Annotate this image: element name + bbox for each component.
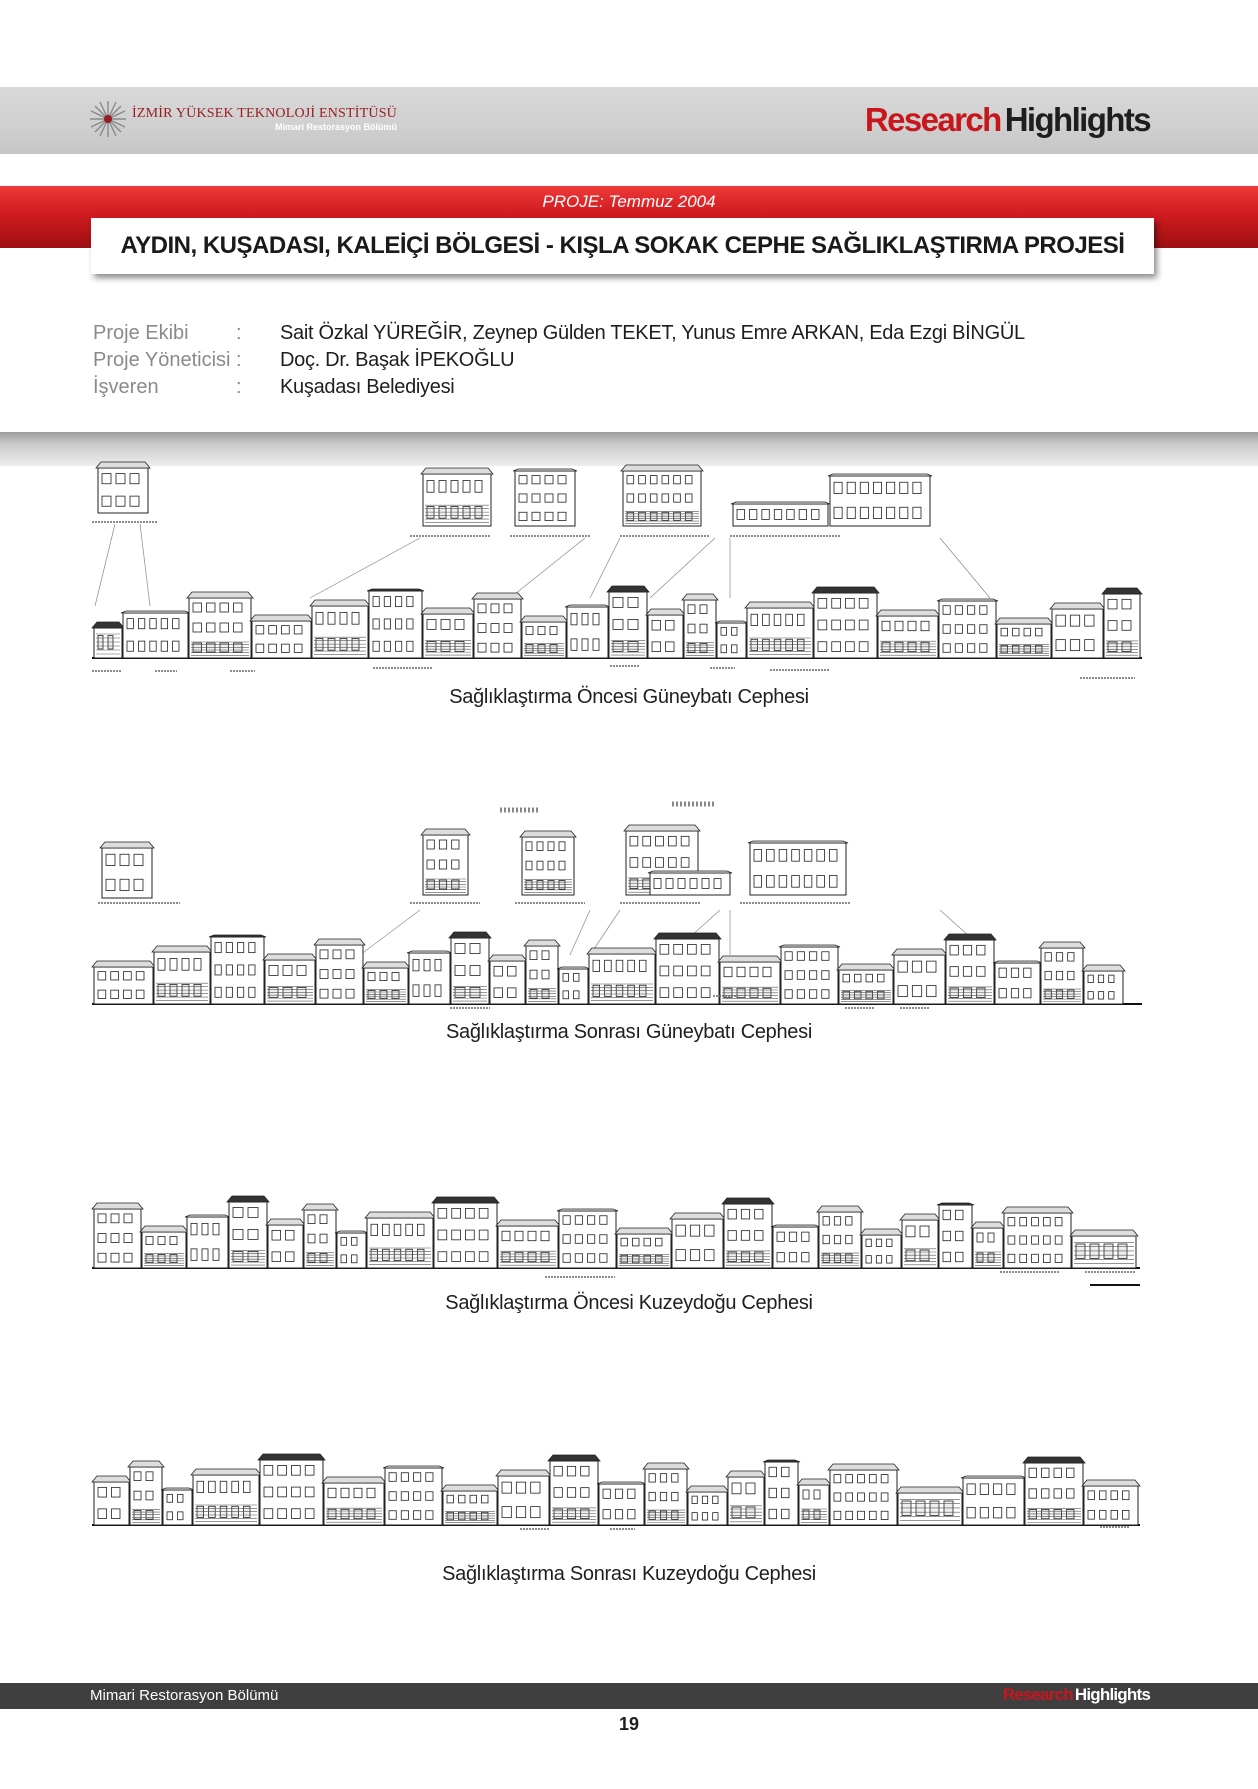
building-elevation: [432, 1197, 499, 1268]
institute-logo: [88, 99, 397, 139]
project-info: [93, 320, 1025, 401]
building-elevation: [496, 1470, 551, 1525]
building-elevation: [745, 602, 815, 658]
institute-name: İZMİR YÜKSEK TEKNOLOJİ ENSTİTÜSÜ: [132, 105, 397, 121]
building-elevation: [892, 949, 947, 1004]
building-elevation: [92, 1476, 131, 1525]
building-elevation: [520, 616, 568, 658]
leader-line: [140, 524, 150, 606]
info-value: Kuşadası Belediyesi: [280, 376, 455, 398]
building-elevation: [92, 961, 155, 1004]
building-elevation: [587, 948, 657, 1004]
building-elevation: [797, 1479, 831, 1525]
building-elevation: [597, 1482, 646, 1525]
building-elevation: [621, 465, 703, 526]
building-elevation: [1082, 965, 1125, 1004]
building-elevation: [937, 599, 998, 658]
footer-brand-research: Research: [1002, 1685, 1073, 1704]
info-value: Sait Özkal YÜREĞİR, Zeynep Gülden TEKET, Yunus Emre ARKAN, Eda Ezgi BİNGÜL: [280, 322, 1025, 344]
elevation-drawing-after-northeast: [90, 1445, 1152, 1535]
building-elevation: [731, 502, 830, 526]
leader-line: [570, 910, 590, 955]
leader-line: [650, 538, 715, 598]
building-elevation: [310, 600, 370, 658]
building-elevation: [944, 934, 996, 1004]
building-elevation: [513, 469, 577, 526]
building-elevation: [191, 1469, 261, 1525]
institute-star-icon: [88, 99, 128, 139]
research-highlights-title: [865, 101, 1150, 139]
building-elevation: [643, 1463, 689, 1525]
building-elevation: [335, 1231, 368, 1268]
building-elevation: [646, 609, 685, 658]
brand-research: Research: [864, 101, 1001, 138]
building-elevation: [185, 1215, 230, 1268]
building-elevation: [100, 842, 154, 898]
building-elevation: [615, 1228, 673, 1268]
building-elevation: [266, 1219, 305, 1268]
building-elevation: [828, 1464, 899, 1525]
project-date: PROJE: Temmuz 2004: [542, 192, 716, 211]
building-elevation: [548, 1455, 600, 1525]
figure-caption: Sağlıklaştırma Öncesi Kuzeydoğu Cephesi: [445, 1292, 813, 1314]
building-elevation: [860, 1229, 903, 1268]
building-elevation: [314, 939, 365, 1004]
building-elevation: [748, 841, 848, 895]
building-elevation: [161, 1488, 194, 1525]
building-elevation: [771, 1225, 820, 1268]
building-elevation: [937, 1203, 974, 1268]
building-elevation: [557, 967, 590, 1004]
info-row-manager: [93, 347, 1025, 374]
building-elevation: [876, 610, 940, 658]
info-value: Doç. Dr. Başak İPEKOĞLU: [280, 349, 515, 371]
building-elevation: [971, 1222, 1005, 1268]
leader-line: [940, 538, 990, 598]
project-title: AYDIN, KUŞADASI, KALEİÇİ BÖLGESİ - KIŞLA SOKAK CEPHE SAĞLIKLAŞTIRMA PROJESİ: [120, 232, 1125, 259]
info-row-employer: [93, 374, 1025, 401]
figure-caption: Sağlıklaştırma Öncesi Güneybatı Cephesi: [449, 686, 809, 708]
building-elevation: [421, 468, 493, 526]
info-label: Proje Yöneticisi: [93, 349, 231, 371]
building-elevation: [686, 1486, 729, 1525]
page-header: [0, 87, 1258, 154]
info-colon: :: [236, 322, 242, 344]
building-elevation: [995, 618, 1053, 658]
building-elevation: [227, 1196, 269, 1268]
info-label: Proje Ekibi: [93, 322, 189, 344]
building-elevation: [152, 946, 212, 1004]
leader-line: [510, 538, 585, 598]
building-elevation: [421, 829, 470, 895]
building-elevation: [900, 1214, 940, 1268]
building-elevation: [828, 474, 932, 526]
building-elevation: [322, 1477, 386, 1525]
building-elevation: [557, 1209, 618, 1268]
elevation-drawing-before-northeast: [90, 1172, 1152, 1297]
building-elevation: [718, 956, 782, 1004]
building-elevation: [140, 1226, 188, 1268]
building-elevation: [302, 1204, 338, 1268]
building-elevation: [565, 605, 610, 658]
building-elevation: [648, 871, 732, 895]
building-elevation: [496, 1220, 560, 1268]
building-elevation: [1023, 1457, 1085, 1525]
elevation-drawing-before-southwest: [90, 458, 1152, 683]
building-elevation: [896, 1487, 964, 1525]
footer-brand: [1003, 1685, 1150, 1705]
building-elevation: [1070, 1230, 1138, 1268]
page-number: 19: [618, 1714, 640, 1734]
building-elevation: [362, 962, 410, 1004]
building-elevation: [121, 611, 190, 658]
building-elevation: [367, 589, 424, 658]
building-elevation: [1039, 942, 1085, 1004]
building-elevation: [715, 621, 748, 658]
footer-department: Mimari Restorasyon Bölümü: [90, 1687, 279, 1704]
building-elevation: [520, 831, 576, 895]
building-elevation: [722, 1198, 774, 1268]
building-elevation: [488, 955, 527, 1004]
building-elevation: [92, 622, 124, 658]
building-elevation: [263, 954, 317, 1004]
info-row-team: [93, 320, 1025, 347]
building-elevation: [383, 1466, 444, 1525]
info-colon: :: [236, 376, 242, 398]
building-elevation: [524, 940, 560, 1004]
building-elevation: [670, 1213, 725, 1268]
building-elevation: [421, 608, 475, 658]
building-elevation: [654, 933, 721, 1004]
building-elevation: [250, 615, 313, 658]
leader-line: [95, 524, 115, 606]
building-elevation: [993, 961, 1042, 1004]
building-elevation: [472, 593, 523, 658]
leader-line: [360, 910, 420, 955]
building-elevation: [607, 586, 649, 658]
page-footer: [0, 1683, 1258, 1709]
info-colon: :: [236, 349, 242, 371]
building-elevation: [258, 1454, 325, 1525]
building-elevation: [92, 1203, 143, 1268]
building-elevation: [441, 1485, 499, 1525]
building-elevation: [1102, 588, 1142, 658]
building-elevation: [726, 1471, 766, 1525]
brand-highlights: Highlights: [1004, 101, 1150, 138]
figure-caption: Sağlıklaştırma Sonrası Kuzeydoğu Cephesi: [442, 1563, 816, 1585]
building-elevation: [812, 587, 879, 658]
building-elevation: [187, 592, 253, 658]
footer-brand-highlights: Highlights: [1074, 1685, 1150, 1704]
figure-caption: Sağlıklaştırma Sonrası Güneybatı Cephesi: [446, 1021, 812, 1043]
building-elevation: [961, 1476, 1026, 1525]
building-elevation: [1002, 1207, 1073, 1268]
building-elevation: [779, 945, 840, 1004]
building-elevation: [682, 594, 718, 658]
building-elevation: [96, 462, 150, 513]
building-elevation: [763, 1460, 800, 1525]
institute-department: Mimari Restorasyon Bölümü: [274, 121, 397, 132]
building-elevation: [128, 1461, 164, 1525]
building-elevation: [817, 1206, 863, 1268]
building-elevation: [1082, 1480, 1140, 1525]
building-elevation: [837, 964, 895, 1004]
building-elevation: [1050, 603, 1105, 658]
project-title-box: [91, 218, 1154, 274]
building-elevation: [407, 951, 452, 1004]
info-label: İşveren: [93, 376, 159, 398]
elevation-drawing-after-southwest: [90, 800, 1152, 1020]
building-elevation: [209, 935, 266, 1004]
building-elevation: [365, 1212, 435, 1268]
building-elevation: [449, 932, 491, 1004]
